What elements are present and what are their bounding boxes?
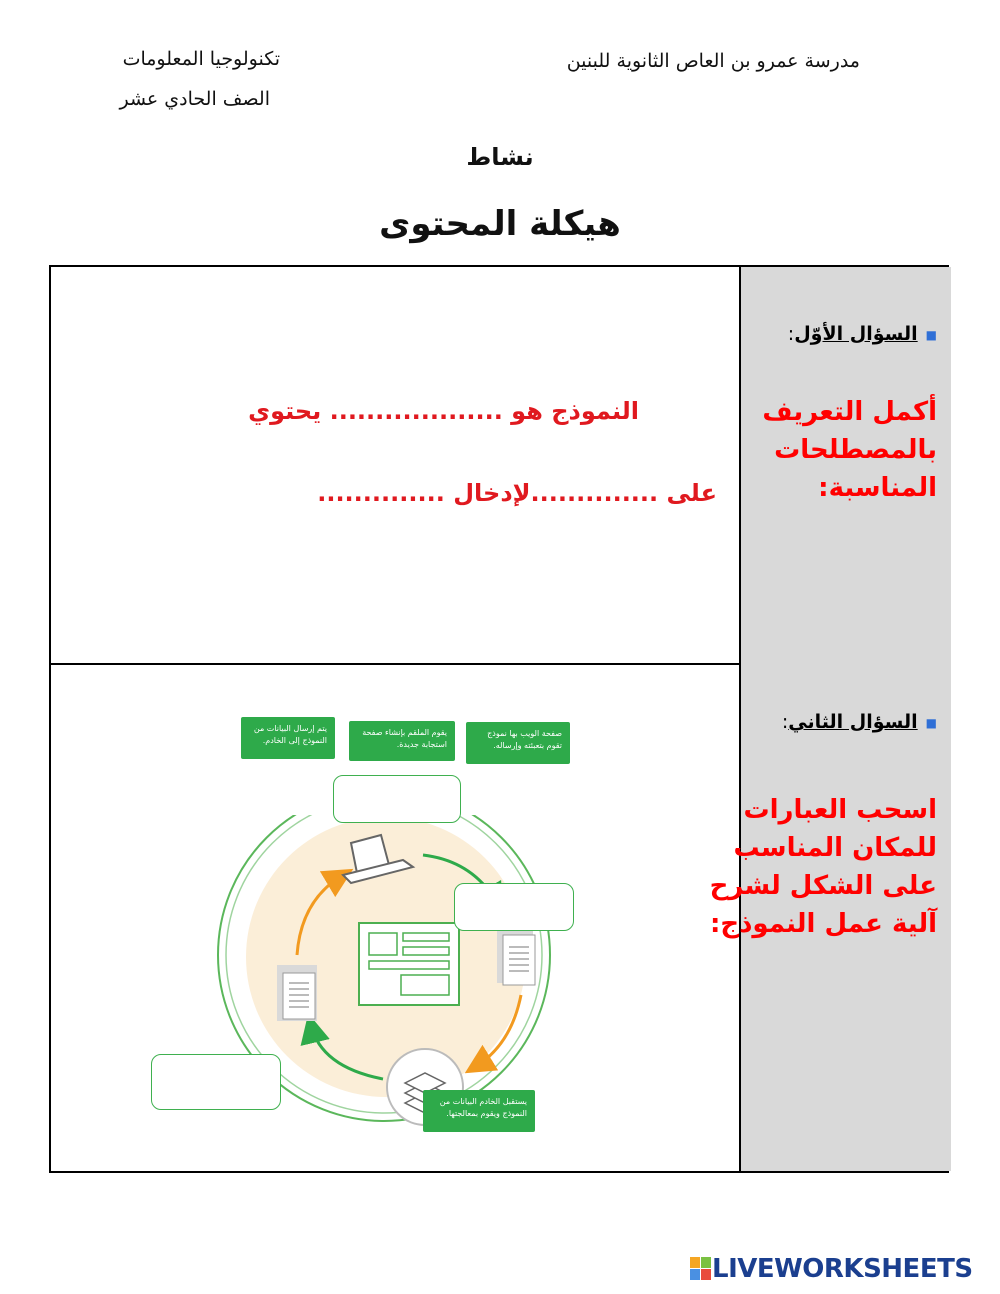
row-divider: [51, 663, 739, 665]
question1-label: ■السؤال الأوّل:: [787, 323, 937, 345]
school-name: مدرسة عمرو بن العاص الثانوية للبنين: [566, 50, 860, 72]
drop-target-top[interactable]: [333, 775, 461, 823]
question2-label: ■السؤال الثاني:: [781, 711, 937, 733]
form-icon: [359, 923, 459, 1005]
drop-target-left[interactable]: [151, 1054, 281, 1110]
drop-target-right[interactable]: [454, 883, 574, 931]
bullet-icon: ■: [925, 327, 937, 342]
statement-server-creates-page[interactable]: يقوم الملقم بإنشاء صفحة استجابة جديدة.: [349, 721, 455, 761]
question2-instruction: اسحب العبارات للمكان المناسب على الشكل لشرح آلية عمل النموذج:: [709, 795, 937, 939]
liveworksheets-logo: [690, 1253, 973, 1285]
response-document-icon: [277, 965, 317, 1021]
subject-label: تكنولوجيا المعلومات: [122, 48, 280, 70]
statement-send-data[interactable]: يتم إرسال البيانات من النموذج إلى الخادم.: [241, 717, 335, 759]
question1-instruction: أكمل التعريف بالمصطلحات المناسبة:: [762, 397, 937, 503]
bullet-icon: ■: [925, 715, 937, 730]
liveworksheets-icon: [690, 1257, 712, 1281]
statement-server-receives[interactable]: يستقبل الخادم البيانات من النموذج ويقوم بمعالجتها.: [423, 1090, 535, 1132]
document-icon: [497, 929, 535, 985]
grade-label: الصف الحادي عشر: [119, 88, 270, 110]
lesson-title: هيكلة المحتوى: [379, 204, 621, 244]
worksheet-table: [49, 265, 949, 1173]
brand-name: LIVEWORKSHEETS: [712, 1254, 973, 1284]
activity-label: نشاط: [466, 143, 534, 171]
q1-fill-line-2: على ..............لإدخال ..............: [317, 479, 717, 507]
q1-fill-line-1: النموذج هو ................... يحتوي: [248, 397, 639, 425]
statement-webpage-form[interactable]: صفحة الويب بها نموذج تقوم بتعبئته وإرساله.: [466, 722, 570, 764]
